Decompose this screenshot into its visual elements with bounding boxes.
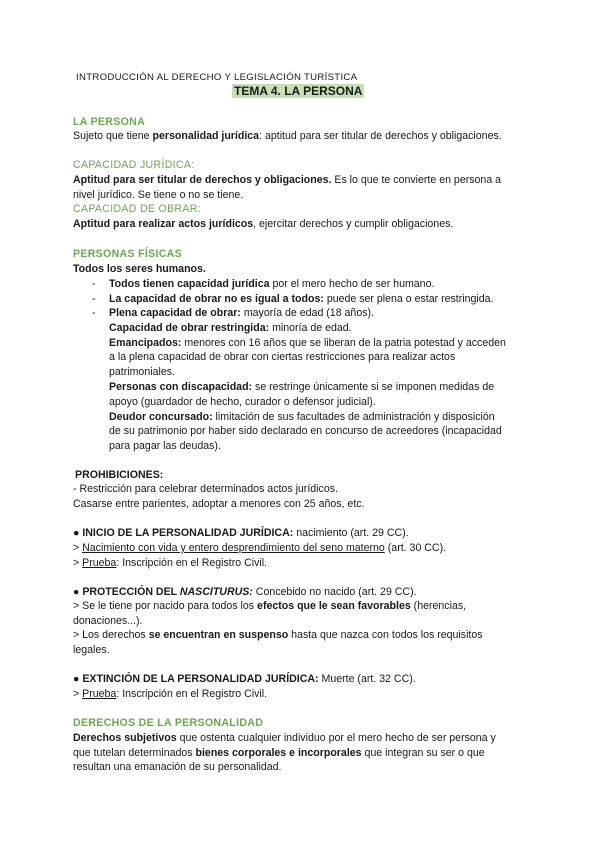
dash-bullet: - (92, 307, 96, 319)
emancipados-text-2: a la plena capacidad de obrar con ciertas restricciones para realizar actos (109, 351, 456, 363)
list-item: La capacidad de obrar no es igual a todos: puede ser plena o estar restringida. (109, 293, 494, 305)
proteccion-text-2: donaciones...). (73, 615, 143, 627)
derechos-text-3: resultan una emanación de su personalidad. (73, 761, 282, 773)
proteccion-text: > Se le tiene por nacido para todos los efectos que le sean favorables (herencias, (73, 600, 467, 612)
dash-bullet: - (92, 278, 96, 290)
discapacidad-text-2: apoyo (guardador de hecho, curador o defensor judicial). (109, 396, 376, 408)
section-heading-derechos: DERECHOS DE LA PERSONALIDAD (73, 717, 264, 729)
derechos-text: Derechos subjetivos que ostenta cualquier individuo por el mero hecho de ser persona y (73, 732, 496, 744)
proteccion-nasciturus: ● PROTECCIÓN DEL NASCITURUS: Concebido no nacido (art. 29 CC). (73, 586, 417, 598)
inicio-nacimiento: > Nacimiento con vida y entero desprendimiento del seno materno (art. 30 CC). (73, 542, 447, 554)
section-heading-persona: LA PERSONA (73, 116, 146, 128)
capacidad-obrar-text: Aptitud para realizar actos jurídicos, ejercitar derechos y cumplir obligaciones. (73, 218, 454, 230)
prohibiciones-text-2: Casarse entre parientes, adoptar a menores con 25 años, etc. (73, 498, 365, 510)
prohibiciones-heading: PROHIBICIONES: (75, 469, 164, 481)
page-title: TEMA 4. LA PERSONA (234, 84, 363, 98)
emancipados-text-3: patrimoniales. (109, 366, 175, 378)
deudor-text-3: para pagar las deudas). (109, 440, 221, 452)
proteccion-text-4: legales. (73, 644, 110, 656)
proteccion-text-3: > Los derechos se encuentran en suspenso hasta que nazca con todos los requisitos (73, 629, 483, 641)
deudor-text: Deudor concursado: limitación de sus facultades de administración y disposición (109, 411, 495, 423)
capacidad-restringida: Capacidad de obrar restringida: minoría de edad. (109, 322, 352, 334)
deudor-text-2: de su patrimonio por haber sido declarado en concurso de acreedores (incapacidad (109, 425, 502, 437)
persona-definition: Sujeto que tiene personalidad jurídica: aptitud para ser titular de derechos y obligaciones. (73, 130, 502, 142)
fisicas-subtitle: Todos los seres humanos. (73, 263, 206, 275)
emancipados-text: Emancipados: menores con 16 años que se liberan de la patria potestad y acceden (109, 337, 506, 349)
inicio-prueba: > Prueba: Inscripción en el Registro Civil. (73, 557, 268, 569)
capacidad-juridica-text: Aptitud para ser titular de derechos y obligaciones. Es lo que te convierte en persona a (73, 174, 502, 186)
discapacidad-text: Personas con discapacidad: se restringe únicamente si se imponen medidas de (109, 381, 495, 393)
heading-capacidad-juridica: CAPACIDAD JURÍDICA: (73, 159, 195, 171)
prohibiciones-text: - Restricción para celebrar determinados actos jurídicos. (73, 483, 338, 495)
dash-bullet: - (92, 293, 96, 305)
list-item: Plena capacidad de obrar: mayoría de edad (18 años). (109, 307, 374, 319)
extincion-prueba: > Prueba: Inscripción en el Registro Civil. (73, 688, 268, 700)
section-heading-fisicas: PERSONAS FÍSICAS (73, 248, 182, 260)
inicio-personalidad: ● INICIO DE LA PERSONALIDAD JURÍDICA: nacimiento (art. 29 CC). (73, 527, 409, 539)
derechos-text-2: que tutelan determinados bienes corporales e incorporales que integran su ser o que (73, 747, 485, 759)
capacidad-juridica-text-2: nivel jurídico. Se tiene o no se tiene. (73, 189, 244, 201)
heading-capacidad-obrar: CAPACIDAD DE OBRAR: (73, 203, 201, 215)
list-item: Todos tienen capacidad jurídica por el mero hecho de ser humano. (109, 278, 435, 290)
course-name: INTRODUCCIÓN AL DERECHO Y LEGISLACIÓN TURÍSTICA (76, 72, 358, 83)
extincion-personalidad: ● EXTINCIÓN DE LA PERSONALIDAD JURÍDICA: Muerte (art. 32 CC). (73, 673, 416, 685)
